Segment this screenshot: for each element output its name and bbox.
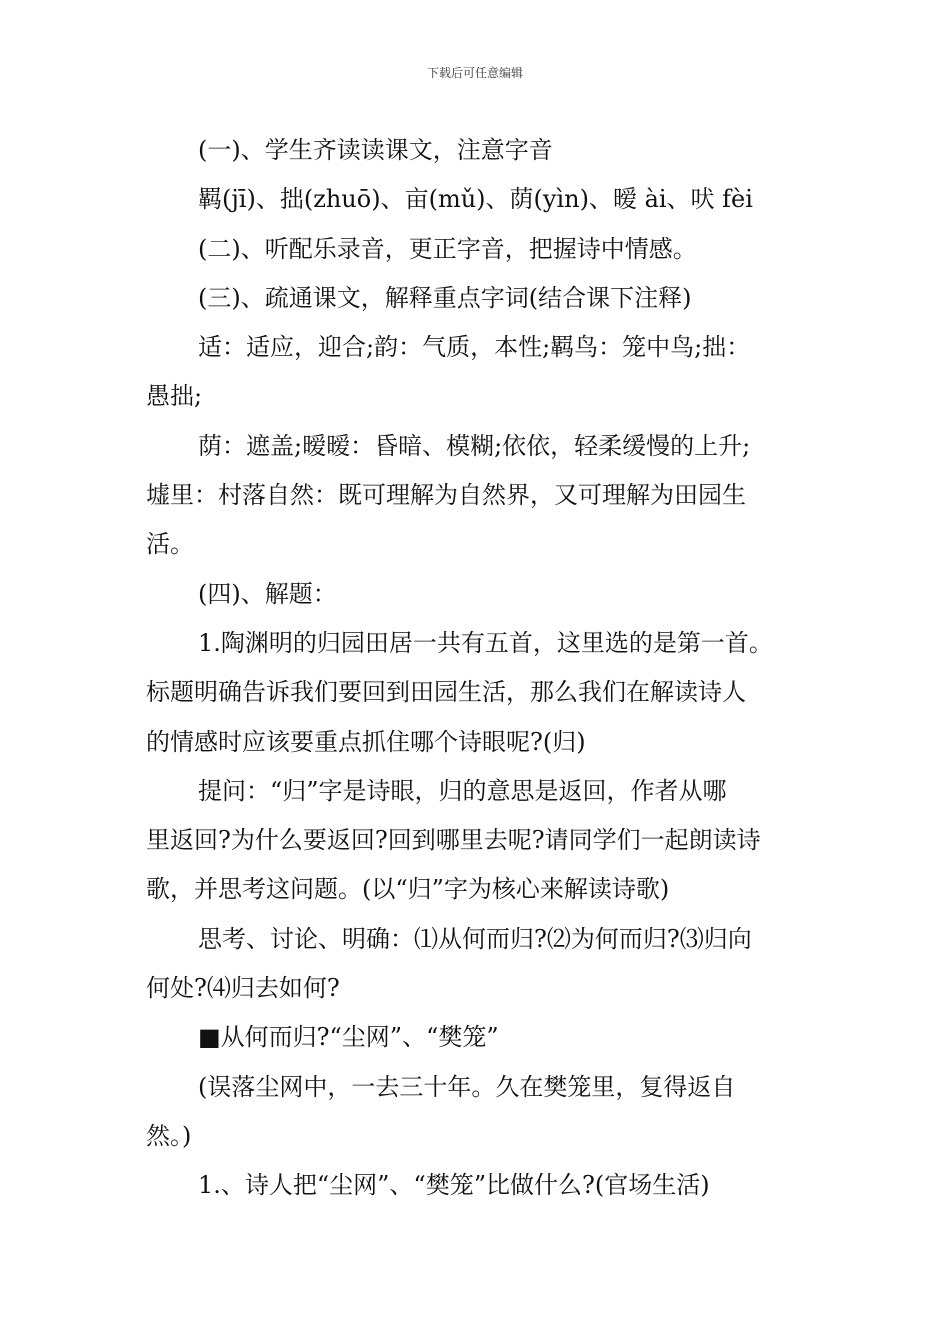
document-body: [146, 126, 836, 1211]
text-line: 何处?⑷归去如何?: [146, 974, 340, 1003]
text-line: (一)、学生齐读读课文，注意字音: [198, 136, 553, 164]
page-header: 下载后可任意编辑: [426, 66, 523, 80]
text-line: 适：适应，迎合;韵：气质，本性;羁鸟：笼中鸟;拙：: [198, 333, 751, 362]
text-line: 荫：遮盖;暧暧：昏暗、模糊;依依，轻柔缓慢的上升;: [198, 431, 751, 460]
text-line: 羁(jī)、拙(zhuō)、亩(mǔ)、荫(yìn)、暧 ài、吠 fèi: [198, 185, 753, 214]
text-line: (三)、疏通课文，解释重点字词(结合课下注释): [198, 283, 692, 312]
text-line: 提问：“归”字是诗眼，归的意思是返回，作者从哪: [198, 776, 727, 805]
text-line: ■从何而归?“尘网”、“樊笼”: [198, 1023, 499, 1052]
text-line: 歌，并思考这问题。(以“归”字为核心来解读诗歌): [146, 875, 670, 904]
text-line: 思考、讨论、明确：⑴从何而归?⑵为何而归?⑶归向: [198, 924, 752, 953]
text-line: 的情感时应该要重点抓住哪个诗眼呢?(归): [146, 727, 586, 756]
text-line: 1.陶渊明的归园田居一共有五首，这里选的是第一首。: [198, 628, 773, 657]
text-line: (二)、听配乐录音，更正字音，把握诗中情感。: [198, 234, 697, 263]
text-line: 愚拙;: [146, 382, 203, 411]
text-line: 活。: [146, 530, 194, 559]
text-line: (误落尘网中，一去三十年。久在樊笼里，复得返自: [198, 1072, 736, 1101]
text-line: 标题明确告诉我们要回到田园生活，那么我们在解读诗人: [146, 678, 746, 707]
text-line: 里返回?为什么要返回?回到哪里去呢?请同学们一起朗读诗: [146, 826, 761, 855]
text-line: 然。): [146, 1121, 192, 1150]
text-line: 墟里：村落自然：既可理解为自然界，又可理解为田园生: [146, 481, 746, 510]
text-line: (四)、解题：: [198, 579, 337, 608]
text-line: 1.、诗人把“尘网”、“樊笼”比做什么?(官场生活): [198, 1171, 710, 1200]
